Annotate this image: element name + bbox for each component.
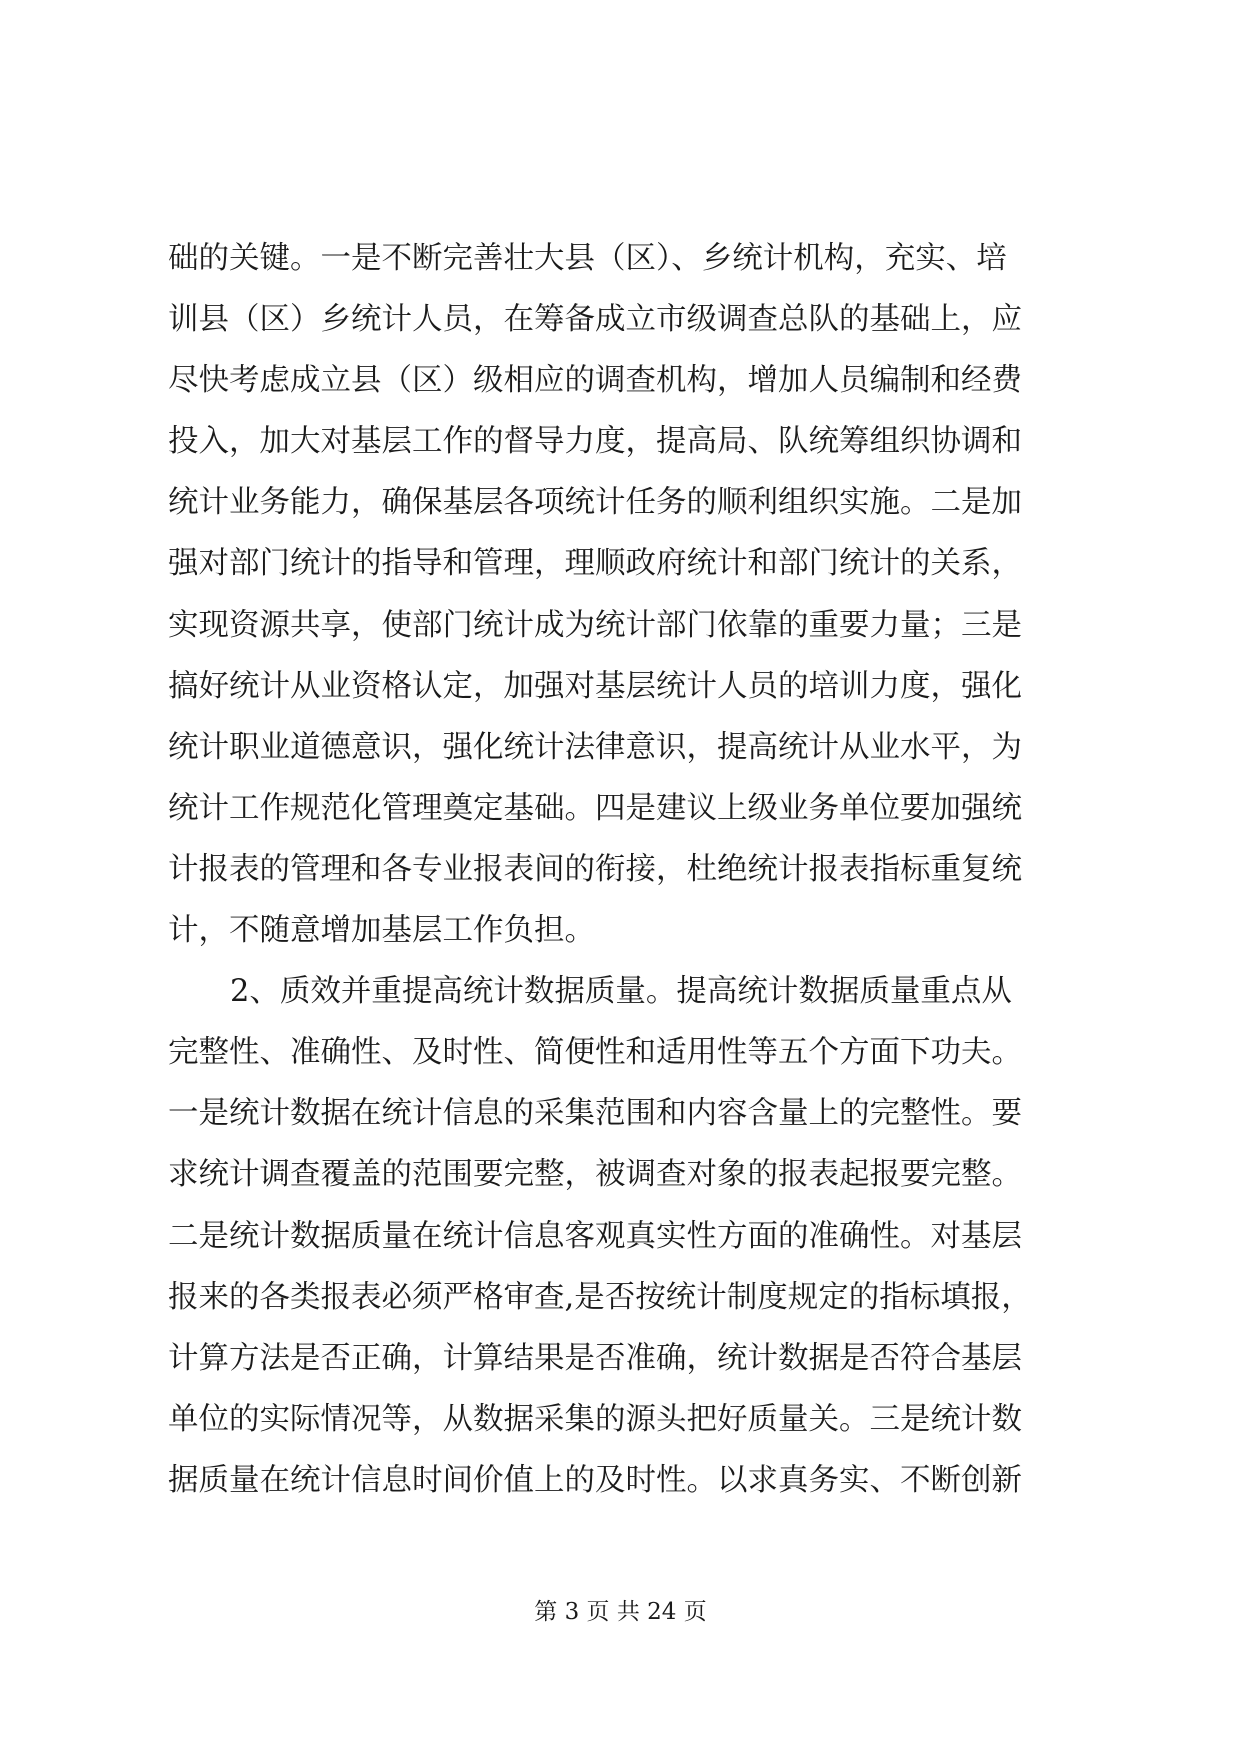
body-text: [168, 228, 1098, 1511]
text-line: 计报表的管理和各专业报表间的衔接，杜绝统计报表指标重复统: [168, 851, 1022, 887]
text-line: 统计职业道德意识，强化统计法律意识，提高统计从业水平，为: [168, 729, 1022, 765]
text-line: 强对部门统计的指导和管理，理顺政府统计和部门统计的关系，: [168, 546, 1022, 582]
page-footer: 第 3 页 共 24 页: [534, 1599, 707, 1625]
text-line: 搞好统计从业资格认定，加强对基层统计人员的培训力度，强化: [168, 668, 1022, 704]
text-line: 实现资源共享，使部门统计成为统计部门依靠的重要力量；三是: [168, 607, 1022, 643]
text-line: 二是统计数据质量在统计信息客观真实性方面的准确性。对基层: [168, 1218, 1022, 1254]
text-line: 计，不随意增加基层工作负担。: [168, 913, 595, 949]
text-line: 2、质效并重提高统计数据质量。提高统计数据质量重点从: [230, 974, 1012, 1010]
text-line: 求统计调查覆盖的范围要完整，被调查对象的报表起报要完整。: [168, 1157, 1022, 1193]
text-line: 投入，加大对基层工作的督导力度，提高局、队统筹组织协调和: [168, 424, 1022, 460]
text-line: 完整性、准确性、及时性、简便性和适用性等五个方面下功夫。: [168, 1035, 1022, 1071]
text-line: 训县（区）乡统计人员，在筹备成立市级调查总队的基础上，应: [168, 302, 1022, 338]
text-line: 统计业务能力，确保基层各项统计任务的顺利组织实施。二是加: [168, 485, 1022, 521]
text-line: 统计工作规范化管理奠定基础。四是建议上级业务单位要加强统: [168, 790, 1022, 826]
text-line: 计算方法是否正确，计算结果是否准确，统计数据是否符合基层: [168, 1340, 1022, 1376]
text-line: 础的关键。一是不断完善壮大县（区）、乡统计机构，充实、培: [168, 241, 1007, 276]
text-line: 据质量在统计信息时间价值上的及时性。以求真务实、不断创新: [168, 1462, 1022, 1498]
text-line: 报来的各类报表必须严格审查,是否按统计制度规定的指标填报，: [168, 1279, 1032, 1315]
text-line: 一是统计数据在统计信息的采集范围和内容含量上的完整性。要: [168, 1096, 1022, 1132]
text-line: 尽快考虑成立县（区）级相应的调查机构，增加人员编制和经费: [168, 363, 1022, 399]
text-line: 单位的实际情况等，从数据采集的源头把好质量关。三是统计数: [168, 1401, 1022, 1437]
